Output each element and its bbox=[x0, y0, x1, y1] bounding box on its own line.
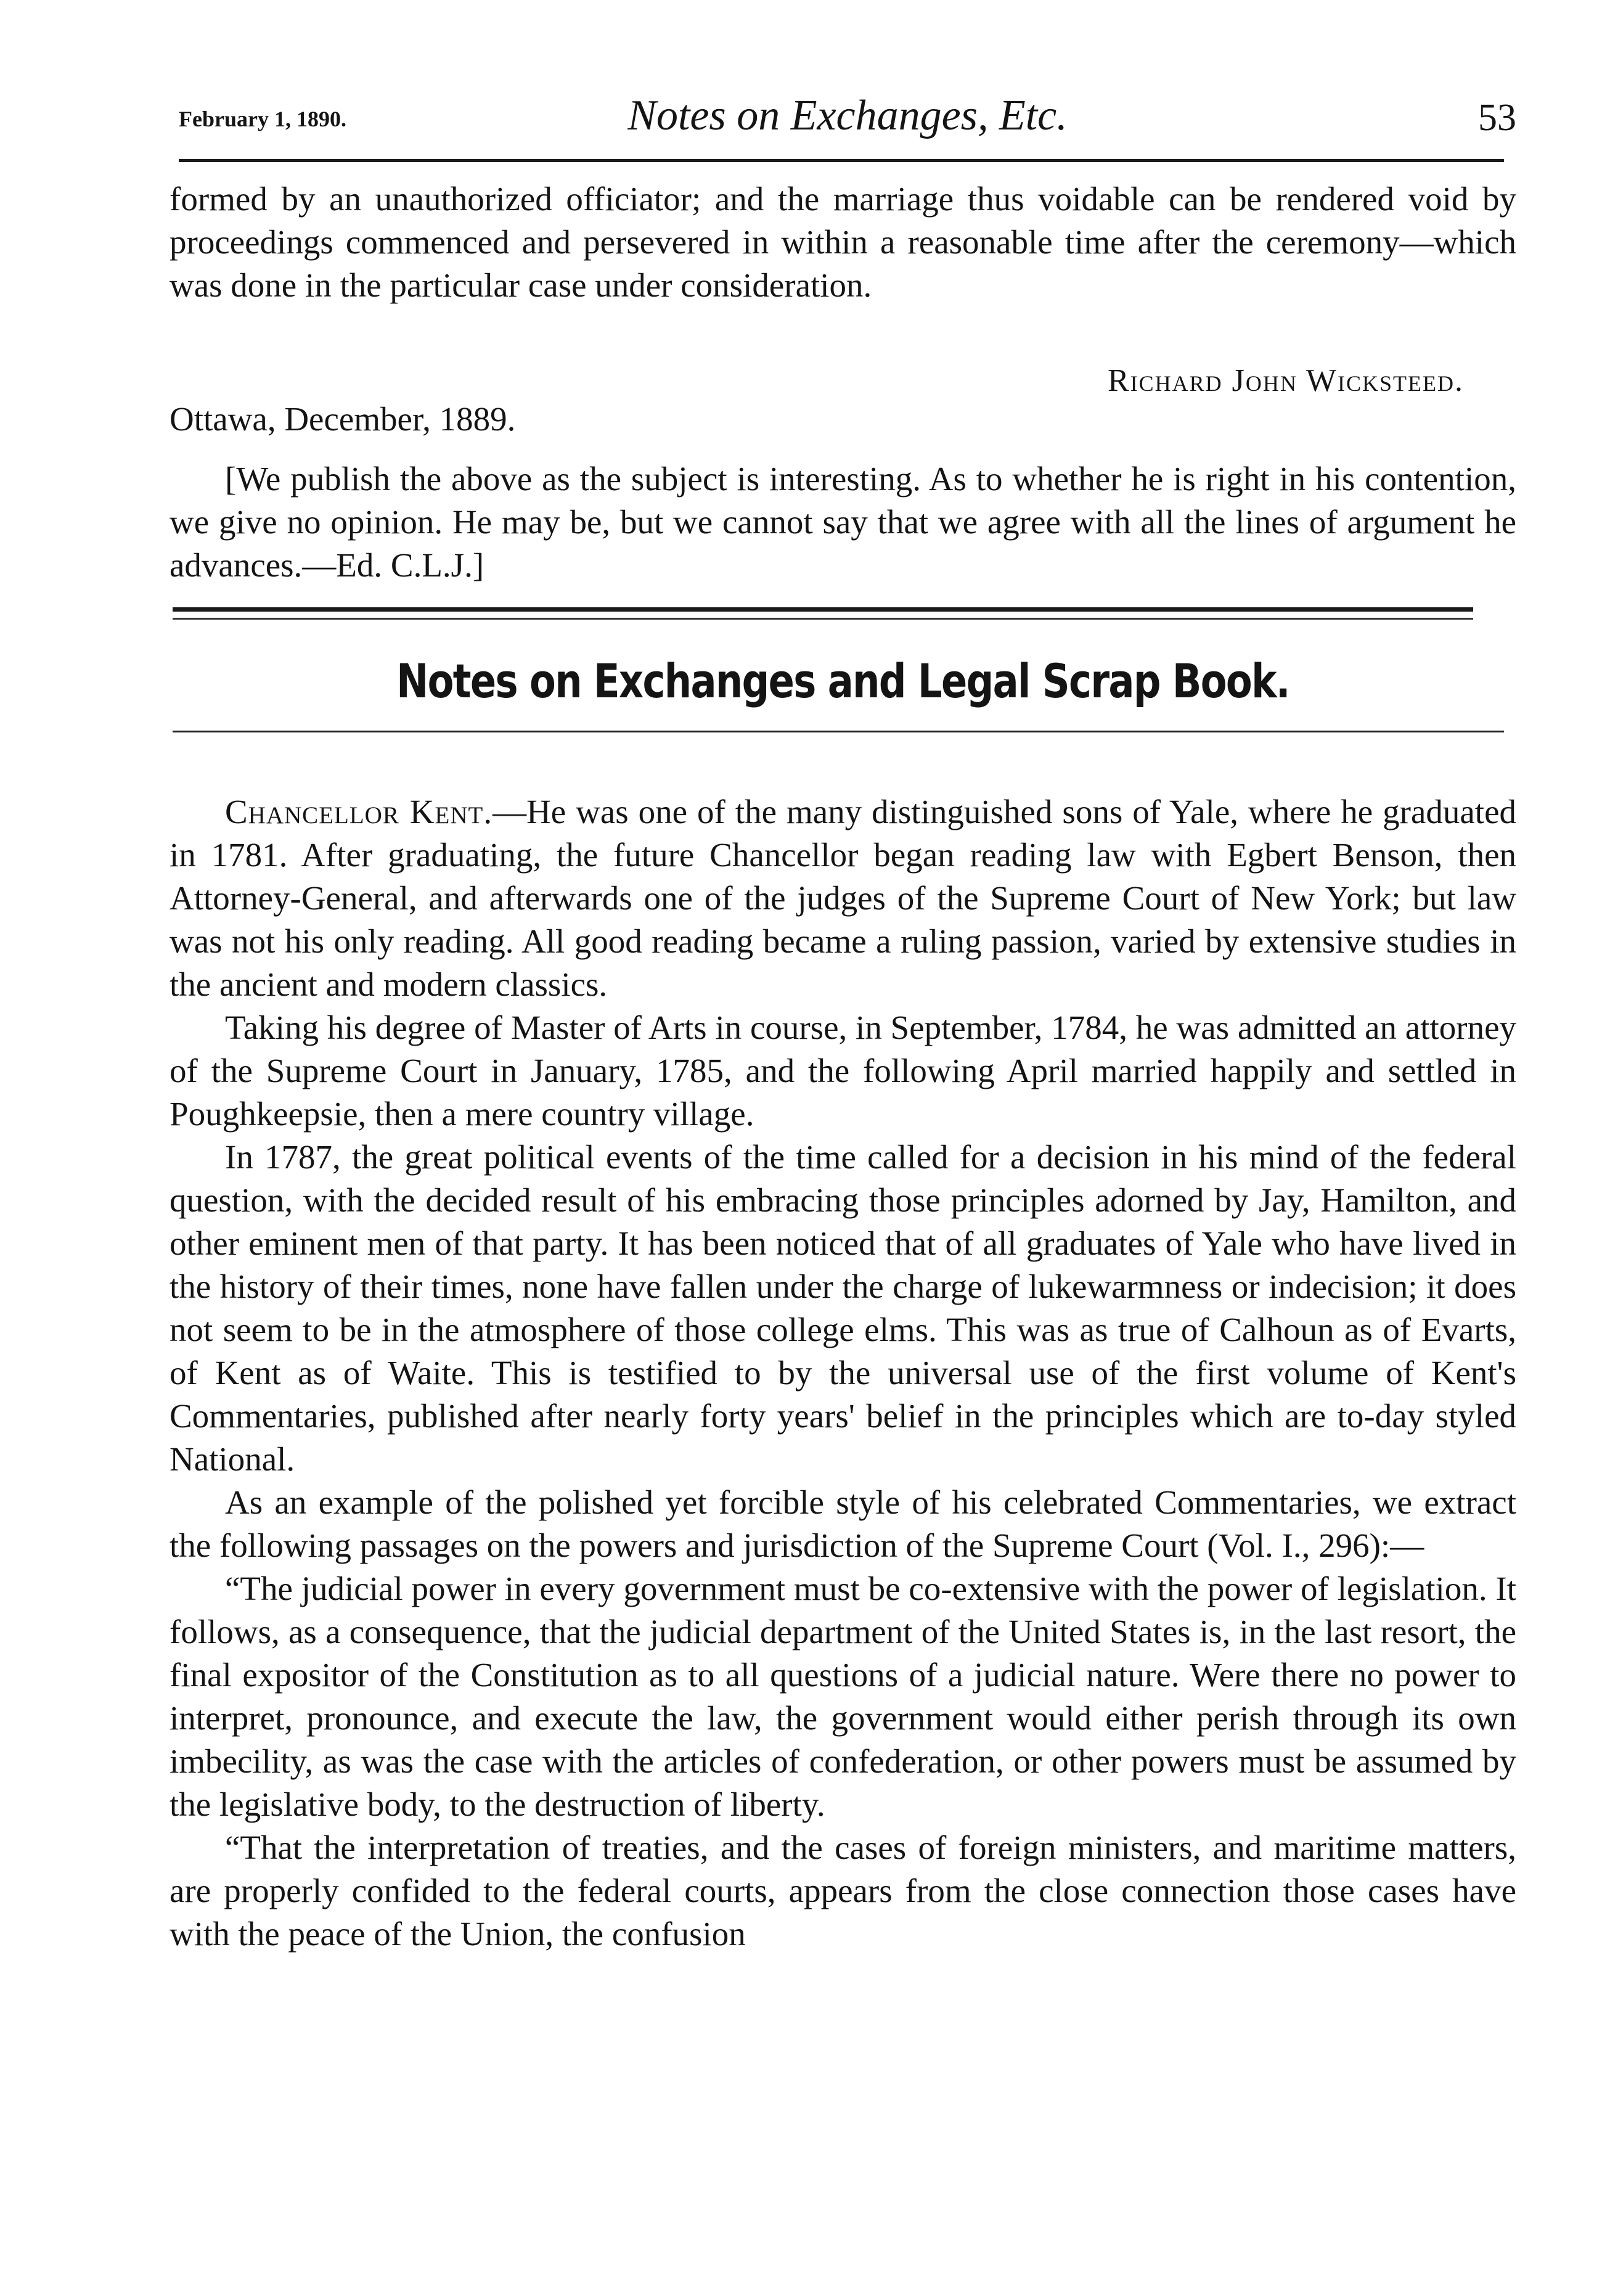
header-rule bbox=[179, 159, 1504, 162]
article-paragraph: Taking his degree of Master of Arts in course, in September, 1784, he was admitted an attorney of the Supreme Court in January, 1785, and the following April married happily and settled in Poughkeepsie, then a mere country village. bbox=[170, 1009, 1516, 1133]
quoted-paragraph: “The judicial power in every government must be co-extensive with the power of legislation. It follows, as a consequence, that the judicial department of the United States is, in the last resort, the final expositor of the Constitution as to all questions of a judicial nature. Were there no power to interpret, pronounce, and execute the law, the government would either perish through its own imbecility, as was the case with the articles of confederation, or other powers must be assumed by the legislative body, to the destruction of liberty. bbox=[170, 1570, 1516, 1823]
article-paragraph: As an example of the polished yet forcible style of his celebrated Commentaries, we extract the following passages on the powers and jurisdiction of the Supreme Court (Vol. I., 296):— bbox=[170, 1483, 1516, 1564]
running-head bbox=[179, 86, 1516, 148]
article-paragraph bbox=[170, 790, 1516, 1006]
quoted-paragraph: “That the interpretation of treaties, and the cases of foreign ministers, and maritime matters, are properly confided to the federal courts, appears from the close connection those cases have with the peace of the Union, the confusion bbox=[170, 1829, 1516, 1953]
continued-paragraph: formed by an unauthorized officiator; and the marriage thus voidable can be rendered void by proceedings commenced and persevered in within a reasonable time after the ceremony—which was done in the particular case under consideration. bbox=[170, 180, 1516, 304]
running-head-title: Notes on Exchanges, Etc. bbox=[627, 92, 1068, 139]
title-rule bbox=[173, 731, 1504, 732]
running-head-date: February 1, 1890. bbox=[179, 107, 346, 131]
author-signature: Richard John Wicksteed. bbox=[1107, 363, 1464, 398]
article-heading: Chancellor Kent. bbox=[225, 793, 493, 830]
dateline: Ottawa, December, 1889. bbox=[170, 400, 516, 438]
section-divider-thick bbox=[173, 607, 1473, 612]
article-paragraph-text: —He was one of the many distinguished sons of Yale, where he graduated in 1781. After graduating, the future Chancellor began reading law with Egbert Benson, then Attorney-General, and afterwards one of the judges of the Supreme Court of New York; but law was not his only reading. All good reading became a ruling passion, varied by extensive studies in the ancient and modern classics. bbox=[170, 793, 1516, 1003]
article-body bbox=[170, 790, 1516, 1956]
continued-text bbox=[170, 178, 1516, 307]
editor-note-block bbox=[170, 457, 1516, 587]
section-divider-thin bbox=[173, 618, 1473, 620]
article-paragraph: In 1787, the great political events of the time called for a decision in his mind of the federal question, with the decided result of his embracing those principles adorned by Jay, Hamilton, and other eminent men of that party. It has been noticed that of all graduates of Yale who have lived in the history of their times, none have fallen under the charge of lukewarmness or indecision; it does not seem to be in the atmosphere of those college elms. This was as true of Calhoun as of Evarts, of Kent as of Waite. This is testified to by the universal use of the first volume of Kent's Commentaries, published after nearly forty years' belief in the principles which are to-day styled National. bbox=[170, 1138, 1516, 1478]
section-title: Notes on Exchanges and Legal Scrap Book. bbox=[396, 654, 1289, 708]
page-number: 53 bbox=[1478, 97, 1516, 139]
editor-note: [We publish the above as the subject is interesting. As to whether he is right in his contention, we give no opinion. He may be, but we cannot say that we agree with all the lines of argument he advances.—Ed. C.L.J.] bbox=[170, 460, 1516, 584]
